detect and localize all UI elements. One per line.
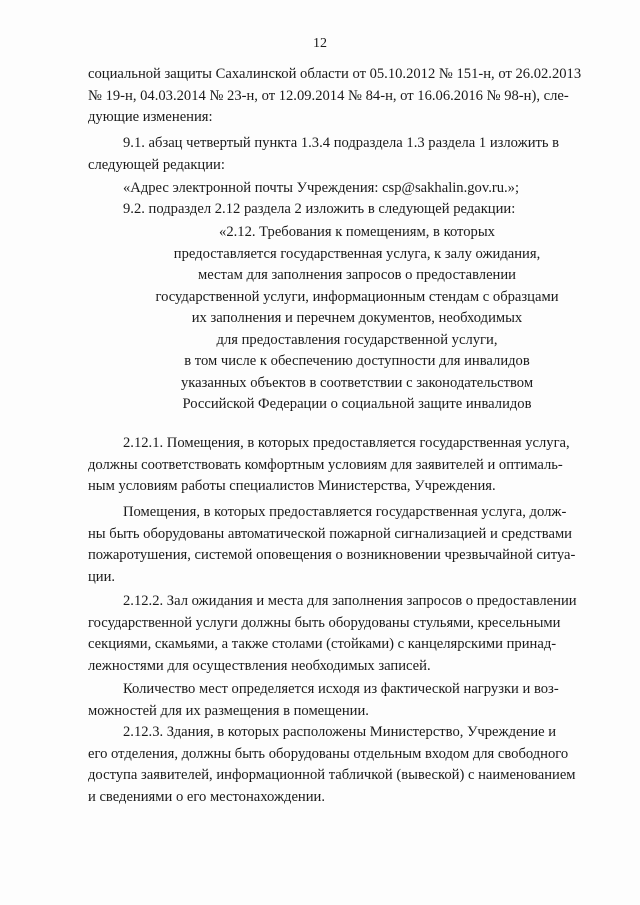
p-premises-line-1: Помещения, в которых предоставляется государственная услуга, долж- xyxy=(123,504,567,520)
item-9-1-line-2: следующей редакции: xyxy=(88,156,225,173)
paragraph-2-12-3 xyxy=(88,722,596,808)
item-9-2-line: 9.2. подраздел 2.12 раздела 2 изложить в следующей редакции: xyxy=(123,201,516,217)
email-paragraph xyxy=(88,178,596,200)
paragraph-2-12-2 xyxy=(88,591,596,677)
p-seats-line-1: Количество мест определяется исходя из фактической нагрузки и воз- xyxy=(123,681,559,697)
paragraph-seats xyxy=(88,679,596,722)
heading-line-1: «2.12. Требования к помещениям, в которых xyxy=(219,224,495,240)
heading-line-9: Российской Федерации о социальной защите инвалидов xyxy=(182,396,532,412)
p-2-12-2-line-2: государственной услуги должны быть оборудованы стульями, кресельными xyxy=(88,614,561,631)
heading-line-6: для предоставления государственной услуги, xyxy=(216,331,498,348)
p-2-12-1-line-1: 2.12.1. Помещения, в которых предоставляется государственная услуга, xyxy=(123,435,570,451)
p-2-12-2-line-3: секциями, скамьями, а также столами (стойками) с канцелярскими принад- xyxy=(88,636,557,652)
section-heading xyxy=(118,222,596,416)
intro-line-2: № 19-н, 04.03.2014 № 23-н, от 12.09.2014 № 84-н, от 16.06.2016 № 98-н), сле- xyxy=(88,87,569,104)
p-2-12-3-line-2: его отделения, должны быть оборудованы отдельным входом для свободного xyxy=(88,745,569,762)
heading-line-7: в том числе к обеспечению доступности для инвалидов xyxy=(184,353,530,369)
paragraph-premises xyxy=(88,502,596,588)
item-9-2 xyxy=(88,199,596,221)
paragraph-2-12-1 xyxy=(88,433,596,498)
p-premises-line-3: пожаротушения, системой оповещения о возникновении чрезвычайной ситуа- xyxy=(88,547,576,563)
p-2-12-1-line-2: должны соответствовать комфортным условиям для заявителей и оптималь- xyxy=(88,456,563,473)
email-line: «Адрес электронной почты Учреждения: csp@sakhalin.gov.ru.»; xyxy=(123,180,519,196)
heading-line-4: государственной услуги, информационным стендам с образцами xyxy=(155,288,559,305)
p-2-12-1-line-3: ным условиям работы специалистов Министерства, Учреждения. xyxy=(88,478,496,494)
intro-line-3: дующие изменения: xyxy=(88,109,213,125)
heading-line-3: местам для заполнения запросов о предоставлении xyxy=(197,267,516,283)
heading-line-5: их заполнения и перечнем документов, необходимых xyxy=(191,310,523,326)
page-number: 12 xyxy=(313,36,327,51)
p-premises-line-4: ции. xyxy=(88,568,116,585)
item-9-1 xyxy=(88,133,596,176)
p-2-12-2-line-4: лежностями для осуществления необходимых записей. xyxy=(88,657,431,674)
intro-paragraph xyxy=(88,64,596,129)
p-2-12-2-line-1: 2.12.2. Зал ожидания и места для заполнения запросов о предоставлении xyxy=(123,593,577,609)
item-9-1-line-1: 9.1. абзац четвертый пункта 1.3.4 подраздела 1.3 раздела 1 изложить в xyxy=(123,135,560,151)
p-2-12-3-line-1: 2.12.3. Здания, в которых расположены Министерство, Учреждение и xyxy=(123,724,557,740)
p-seats-line-2: можностей для их размещения в помещении. xyxy=(88,702,369,719)
heading-line-8: указанных объектов в соответствии с законодательством xyxy=(180,374,534,391)
p-premises-line-2: ны быть оборудованы автоматической пожарной сигнализацией и средствами xyxy=(88,525,572,542)
intro-line-1: социальной защиты Сахалинской области от 05.10.2012 № 151-н, от 26.02.2013 xyxy=(88,66,582,82)
p-2-12-3-line-3: доступа заявителей, информационной табличкой (вывеской) с наименованием xyxy=(88,767,576,783)
p-2-12-3-line-4: и сведениями о его местонахождении. xyxy=(88,788,326,805)
heading-line-2: предоставляется государственная услуга, к залу ожидания, xyxy=(173,245,541,262)
